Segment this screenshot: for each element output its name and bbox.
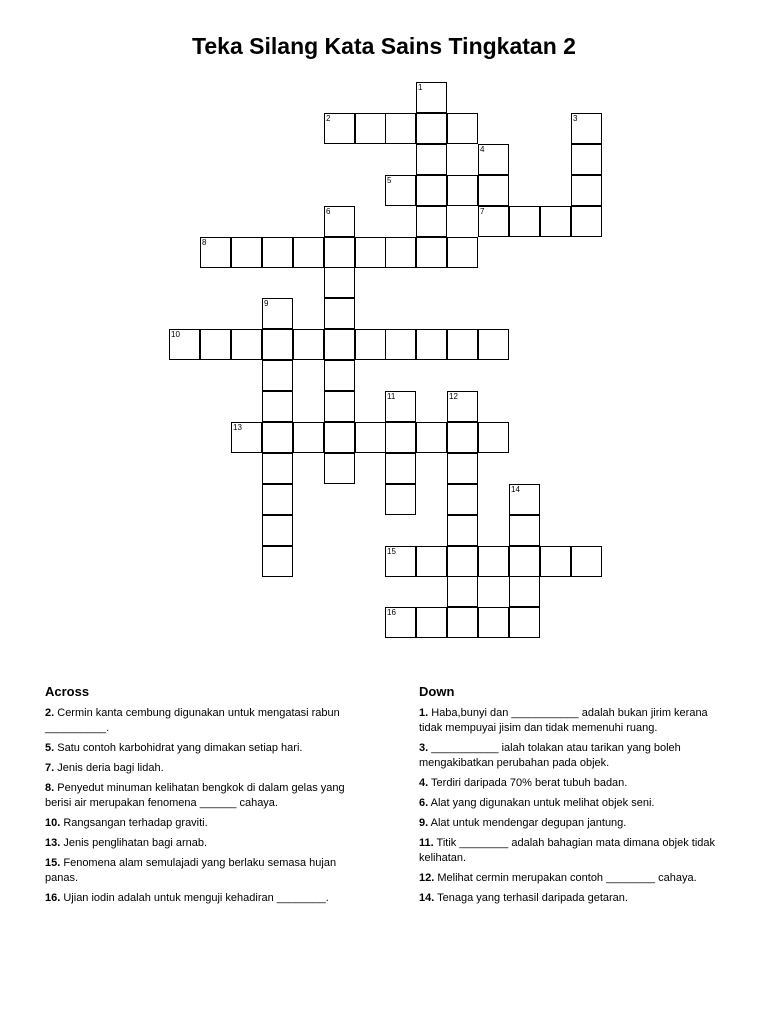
crossword-cell[interactable] [262,237,293,268]
crossword-cell[interactable] [416,422,447,453]
crossword-cell[interactable] [447,175,478,206]
crossword-cell[interactable] [324,206,355,237]
crossword-cell[interactable] [262,484,293,515]
crossword-cell[interactable] [262,546,293,577]
crossword-cell[interactable] [571,175,602,206]
crossword-cell[interactable] [478,144,509,175]
crossword-cell[interactable] [324,298,355,329]
crossword-cell[interactable] [231,329,262,360]
crossword-cell[interactable] [447,576,478,607]
cell-number: 3 [573,114,578,123]
crossword-cell[interactable] [571,144,602,175]
down-clue: 11. Titik ________ adalah bahagian mata dimana objek tidak kelihatan. [419,837,716,864]
crossword-cell[interactable] [385,329,416,360]
crossword-cell[interactable] [324,267,355,298]
across-clue: 13. Jenis penglihatan bagi arnab. [45,837,208,849]
crossword-cell[interactable] [262,422,293,453]
down-clue: 14. Tenaga yang terhasil daripada getaran. [419,892,628,904]
crossword-cell[interactable] [416,206,447,237]
cell-number: 2 [326,114,331,123]
down-clue: 6. Alat yang digunakan untuk melihat objek seni. [419,797,655,809]
crossword-cell[interactable] [416,82,447,113]
crossword-cell[interactable] [293,329,324,360]
crossword-cell[interactable] [324,422,355,453]
crossword-cell[interactable] [571,206,602,237]
crossword-cell[interactable] [385,391,416,422]
crossword-cell[interactable] [447,422,478,453]
crossword-cell[interactable] [262,515,293,546]
cell-number: 15 [387,547,396,556]
across-heading: Across [45,684,90,699]
cell-number: 16 [387,608,396,617]
crossword-cell[interactable] [447,484,478,515]
crossword-cell[interactable] [447,453,478,484]
crossword-cell[interactable] [324,237,355,268]
down-heading: Down [419,684,455,699]
down-clues [419,684,719,911]
cell-number: 5 [387,176,392,185]
crossword-cell[interactable] [355,422,386,453]
cell-number: 4 [480,145,485,154]
crossword-cell[interactable] [324,391,355,422]
crossword-cell[interactable] [231,237,262,268]
crossword-cell[interactable] [262,391,293,422]
crossword-cell[interactable] [293,422,324,453]
crossword-cell[interactable] [324,360,355,391]
cell-number: 13 [233,423,242,432]
crossword-cell[interactable] [385,113,416,144]
across-clues [45,684,345,911]
cell-number: 6 [326,207,331,216]
crossword-cell[interactable] [200,329,231,360]
crossword-cell[interactable] [478,329,509,360]
crossword-cell[interactable] [447,391,478,422]
cell-number: 11 [387,392,396,401]
crossword-cell[interactable] [169,329,200,360]
cell-number: 8 [202,238,207,247]
across-clue: 16. Ujian iodin adalah untuk menguji kehadiran ________. [45,892,329,904]
crossword-cell[interactable] [416,237,447,268]
crossword-cell[interactable] [385,237,416,268]
crossword-cell[interactable] [416,546,447,577]
crossword-cell[interactable] [385,422,416,453]
cell-number: 12 [449,392,458,401]
crossword-cell[interactable] [231,422,262,453]
crossword-cell[interactable] [478,422,509,453]
crossword-cell[interactable] [416,144,447,175]
crossword-cell[interactable] [385,607,416,638]
crossword-cell[interactable] [478,175,509,206]
across-clue: 2. Cermin kanta cembung digunakan untuk mengatasi rabun __________. [45,707,340,734]
crossword-cell[interactable] [262,360,293,391]
crossword-cell[interactable] [509,546,540,577]
crossword-cell[interactable] [324,113,355,144]
down-clue: 4. Terdiri daripada 70% berat tubuh badan. [419,777,628,789]
cell-number: 1 [418,83,423,92]
crossword-cell[interactable] [385,453,416,484]
crossword-cell[interactable] [447,546,478,577]
crossword-cell[interactable] [571,546,602,577]
cell-number: 10 [171,330,180,339]
crossword-cell[interactable] [355,237,386,268]
crossword-cell[interactable] [355,329,386,360]
crossword-cell[interactable] [447,237,478,268]
crossword-cell[interactable] [540,206,571,237]
crossword-cell[interactable] [293,237,324,268]
crossword-cell[interactable] [571,113,602,144]
crossword-cell[interactable] [447,607,478,638]
crossword-cell[interactable] [540,546,571,577]
down-clue: 9. Alat untuk mendengar degupan jantung. [419,817,627,829]
page-title: Teka Silang Kata Sains Tingkatan 2 [192,33,576,59]
crossword-cell[interactable] [385,546,416,577]
cell-number: 14 [511,485,520,494]
down-clue: 3. ___________ ialah tolakan atau tarikan yang boleh mengakibatkan perubahan pada objek. [419,742,681,769]
crossword-cell[interactable] [416,175,447,206]
crossword-cell[interactable] [416,113,447,144]
crossword-cell[interactable] [324,453,355,484]
crossword-cell[interactable] [324,329,355,360]
crossword-cell[interactable] [478,206,509,237]
down-clue: 1. Haba,bunyi dan ___________ adalah bukan jirim kerana tidak mempuyai jisim dan tidak memenuhi ruang. [419,707,708,734]
crossword-cell[interactable] [262,329,293,360]
crossword-cell[interactable] [355,113,386,144]
across-clue: 15. Fenomena alam semulajadi yang berlaku semasa hujan panas. [45,857,337,884]
crossword-cell[interactable] [509,515,540,546]
across-clue: 7. Jenis deria bagi lidah. [45,762,164,774]
crossword-cell[interactable] [509,206,540,237]
crossword-cell[interactable] [200,237,231,268]
crossword-cell[interactable] [509,607,540,638]
crossword-cell[interactable] [447,113,478,144]
across-clue: 5. Satu contoh karbohidrat yang dimakan setiap hari. [45,742,303,754]
crossword-cell[interactable] [478,607,509,638]
crossword-cell[interactable] [416,329,447,360]
crossword-cell[interactable] [509,484,540,515]
crossword-cell[interactable] [447,329,478,360]
across-clue: 8. Penyedut minuman kelihatan bengkok di dalam gelas yang berisi air merupakan fenomena ______ cahaya. [45,782,345,809]
across-clue: 10. Rangsangan terhadap graviti. [45,817,208,829]
cell-number: 9 [264,299,269,308]
crossword-cell[interactable] [447,515,478,546]
crossword-cell[interactable] [478,546,509,577]
crossword-cell[interactable] [416,607,447,638]
crossword-cell[interactable] [262,453,293,484]
crossword-cell[interactable] [509,576,540,607]
down-clue: 12. Melihat cermin merupakan contoh ________ cahaya. [419,872,697,884]
crossword-cell[interactable] [385,175,416,206]
crossword-cell[interactable] [385,484,416,515]
cell-number: 7 [480,207,485,216]
crossword-cell[interactable] [262,298,293,329]
